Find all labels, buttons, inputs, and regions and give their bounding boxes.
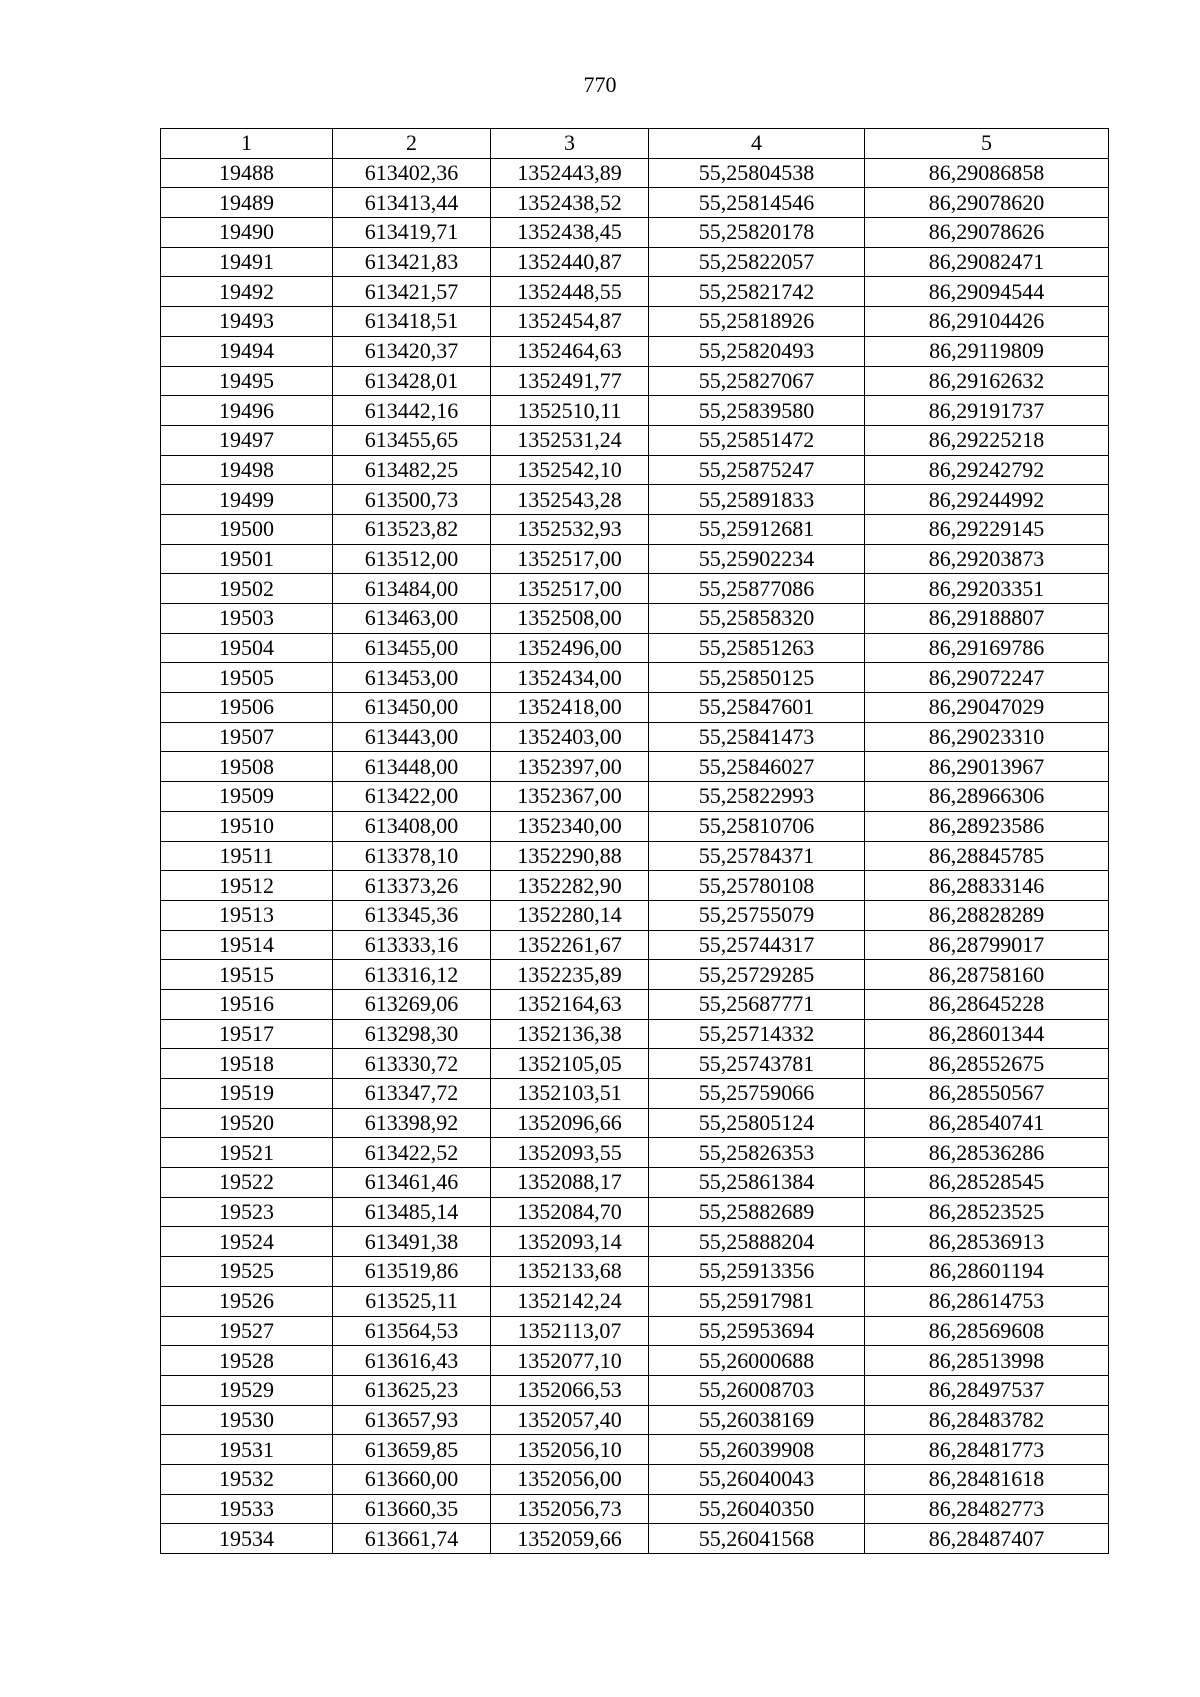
table-cell: 86,28523525 bbox=[865, 1197, 1109, 1227]
table-cell: 19523 bbox=[161, 1197, 333, 1227]
table-row bbox=[161, 158, 1109, 188]
table-cell: 55,25851472 bbox=[649, 425, 865, 455]
table-cell: 19513 bbox=[161, 900, 333, 930]
table-cell: 86,29225218 bbox=[865, 425, 1109, 455]
table-row bbox=[161, 900, 1109, 930]
table-cell: 19517 bbox=[161, 1019, 333, 1049]
table-cell: 613661,74 bbox=[333, 1524, 491, 1554]
table-cell: 19524 bbox=[161, 1227, 333, 1257]
table-cell: 86,29023310 bbox=[865, 722, 1109, 752]
table-cell: 19490 bbox=[161, 218, 333, 248]
table-cell: 86,29203873 bbox=[865, 544, 1109, 574]
table-row bbox=[161, 247, 1109, 277]
table-cell: 613443,00 bbox=[333, 722, 491, 752]
table-cell: 55,25818926 bbox=[649, 307, 865, 337]
table-cell: 55,25755079 bbox=[649, 900, 865, 930]
table-cell: 55,25784371 bbox=[649, 841, 865, 871]
table-cell: 19516 bbox=[161, 989, 333, 1019]
table-cell: 86,29013967 bbox=[865, 752, 1109, 782]
table-row bbox=[161, 277, 1109, 307]
table-row bbox=[161, 1286, 1109, 1316]
table-cell: 86,29094544 bbox=[865, 277, 1109, 307]
table-row bbox=[161, 930, 1109, 960]
table-cell: 1352443,89 bbox=[491, 158, 649, 188]
table-cell: 613523,82 bbox=[333, 514, 491, 544]
table-cell: 1352517,00 bbox=[491, 574, 649, 604]
table-cell: 613500,73 bbox=[333, 485, 491, 515]
table-cell: 86,29188807 bbox=[865, 604, 1109, 634]
table-cell: 613660,35 bbox=[333, 1494, 491, 1524]
table-cell: 613421,83 bbox=[333, 247, 491, 277]
table-row bbox=[161, 1405, 1109, 1435]
table-cell: 55,26039908 bbox=[649, 1435, 865, 1465]
table-row bbox=[161, 366, 1109, 396]
table-cell: 613491,38 bbox=[333, 1227, 491, 1257]
table-cell: 55,25850125 bbox=[649, 663, 865, 693]
table-row bbox=[161, 188, 1109, 218]
table-cell: 55,25821742 bbox=[649, 277, 865, 307]
table-cell: 613455,00 bbox=[333, 633, 491, 663]
table-cell: 19511 bbox=[161, 841, 333, 871]
table-row bbox=[161, 574, 1109, 604]
table-cell: 55,25846027 bbox=[649, 752, 865, 782]
table-cell: 1352282,90 bbox=[491, 871, 649, 901]
table-cell: 55,25822993 bbox=[649, 782, 865, 812]
table-cell: 613625,23 bbox=[333, 1375, 491, 1405]
table-cell: 55,25839580 bbox=[649, 396, 865, 426]
table-cell: 19506 bbox=[161, 693, 333, 723]
table-cell: 19501 bbox=[161, 544, 333, 574]
table-cell: 1352113,07 bbox=[491, 1316, 649, 1346]
table-row bbox=[161, 871, 1109, 901]
table-cell: 613659,85 bbox=[333, 1435, 491, 1465]
table-cell: 55,25743781 bbox=[649, 1049, 865, 1079]
table-cell: 86,28614753 bbox=[865, 1286, 1109, 1316]
table-cell: 86,28645228 bbox=[865, 989, 1109, 1019]
table-cell: 1352235,89 bbox=[491, 960, 649, 990]
table-cell: 1352438,45 bbox=[491, 218, 649, 248]
table-cell: 613347,72 bbox=[333, 1079, 491, 1109]
table-cell: 1352136,38 bbox=[491, 1019, 649, 1049]
table-cell: 86,29078626 bbox=[865, 218, 1109, 248]
table-cell: 19522 bbox=[161, 1168, 333, 1198]
coordinates-table bbox=[160, 128, 1109, 1554]
table-cell: 613564,53 bbox=[333, 1316, 491, 1346]
table-cell: 55,25858320 bbox=[649, 604, 865, 634]
table-cell: 613450,00 bbox=[333, 693, 491, 723]
table-row bbox=[161, 722, 1109, 752]
table-row bbox=[161, 1524, 1109, 1554]
table-cell: 19505 bbox=[161, 663, 333, 693]
table-cell: 19494 bbox=[161, 336, 333, 366]
table-cell: 19497 bbox=[161, 425, 333, 455]
table-cell: 1352510,11 bbox=[491, 396, 649, 426]
table-cell: 55,26038169 bbox=[649, 1405, 865, 1435]
table-cell: 1352438,52 bbox=[491, 188, 649, 218]
table-cell: 613421,57 bbox=[333, 277, 491, 307]
table-cell: 613408,00 bbox=[333, 811, 491, 841]
table-cell: 55,25827067 bbox=[649, 366, 865, 396]
page-number: 770 bbox=[583, 72, 617, 97]
table-cell: 1352403,00 bbox=[491, 722, 649, 752]
table-cell: 19503 bbox=[161, 604, 333, 634]
table-cell: 19512 bbox=[161, 871, 333, 901]
table-cell: 613330,72 bbox=[333, 1049, 491, 1079]
table-cell: 55,25810706 bbox=[649, 811, 865, 841]
table-cell: 55,25841473 bbox=[649, 722, 865, 752]
table-cell: 55,25891833 bbox=[649, 485, 865, 515]
table-row bbox=[161, 544, 1109, 574]
table-row bbox=[161, 604, 1109, 634]
column-header: 3 bbox=[491, 129, 649, 159]
column-header: 5 bbox=[865, 129, 1109, 159]
table-cell: 613298,30 bbox=[333, 1019, 491, 1049]
table-row bbox=[161, 1108, 1109, 1138]
table-cell: 19498 bbox=[161, 455, 333, 485]
table-cell: 1352164,63 bbox=[491, 989, 649, 1019]
table-row bbox=[161, 989, 1109, 1019]
table-cell: 55,26000688 bbox=[649, 1346, 865, 1376]
table-cell: 613373,26 bbox=[333, 871, 491, 901]
table-cell: 86,29203351 bbox=[865, 574, 1109, 604]
table-cell: 55,25804538 bbox=[649, 158, 865, 188]
table-cell: 613484,00 bbox=[333, 574, 491, 604]
table-cell: 55,25877086 bbox=[649, 574, 865, 604]
table-cell: 55,25912681 bbox=[649, 514, 865, 544]
table-row bbox=[161, 1257, 1109, 1287]
table-cell: 19507 bbox=[161, 722, 333, 752]
table-cell: 86,28497537 bbox=[865, 1375, 1109, 1405]
table-cell: 19531 bbox=[161, 1435, 333, 1465]
table-cell: 86,28550567 bbox=[865, 1079, 1109, 1109]
table-row bbox=[161, 1168, 1109, 1198]
table-cell: 1352508,00 bbox=[491, 604, 649, 634]
table-cell: 1352056,00 bbox=[491, 1464, 649, 1494]
table-cell: 613420,37 bbox=[333, 336, 491, 366]
table-body bbox=[161, 158, 1109, 1553]
table-cell: 1352531,24 bbox=[491, 425, 649, 455]
table-cell: 19534 bbox=[161, 1524, 333, 1554]
table-cell: 86,28601194 bbox=[865, 1257, 1109, 1287]
table-cell: 1352440,87 bbox=[491, 247, 649, 277]
table-cell: 1352084,70 bbox=[491, 1197, 649, 1227]
table-cell: 1352056,73 bbox=[491, 1494, 649, 1524]
table-cell: 55,25882689 bbox=[649, 1197, 865, 1227]
table-cell: 1352093,14 bbox=[491, 1227, 649, 1257]
table-row bbox=[161, 1464, 1109, 1494]
table-cell: 613660,00 bbox=[333, 1464, 491, 1494]
table-cell: 19509 bbox=[161, 782, 333, 812]
table-cell: 55,26008703 bbox=[649, 1375, 865, 1405]
table-row bbox=[161, 1435, 1109, 1465]
table-cell: 19533 bbox=[161, 1494, 333, 1524]
table-cell: 1352532,93 bbox=[491, 514, 649, 544]
table-cell: 19500 bbox=[161, 514, 333, 544]
table-row bbox=[161, 396, 1109, 426]
table-cell: 55,25913356 bbox=[649, 1257, 865, 1287]
table-cell: 55,25780108 bbox=[649, 871, 865, 901]
table-cell: 86,29072247 bbox=[865, 663, 1109, 693]
table-cell: 19495 bbox=[161, 366, 333, 396]
table-cell: 1352059,66 bbox=[491, 1524, 649, 1554]
table-cell: 86,28833146 bbox=[865, 871, 1109, 901]
table-cell: 86,28536913 bbox=[865, 1227, 1109, 1257]
table-cell: 613448,00 bbox=[333, 752, 491, 782]
table-cell: 19510 bbox=[161, 811, 333, 841]
table-cell: 613422,52 bbox=[333, 1138, 491, 1168]
table-cell: 55,26040350 bbox=[649, 1494, 865, 1524]
table-row bbox=[161, 1346, 1109, 1376]
table-cell: 55,25888204 bbox=[649, 1227, 865, 1257]
table-cell: 613442,16 bbox=[333, 396, 491, 426]
table-cell: 1352418,00 bbox=[491, 693, 649, 723]
table-row bbox=[161, 455, 1109, 485]
table-cell: 19518 bbox=[161, 1049, 333, 1079]
table-cell: 613422,00 bbox=[333, 782, 491, 812]
table-cell: 86,28966306 bbox=[865, 782, 1109, 812]
table-cell: 55,25820178 bbox=[649, 218, 865, 248]
table-cell: 1352088,17 bbox=[491, 1168, 649, 1198]
table-cell: 19520 bbox=[161, 1108, 333, 1138]
column-header: 4 bbox=[649, 129, 865, 159]
table-cell: 86,29082471 bbox=[865, 247, 1109, 277]
table-cell: 86,28799017 bbox=[865, 930, 1109, 960]
table-cell: 86,28481618 bbox=[865, 1464, 1109, 1494]
table-cell: 613428,01 bbox=[333, 366, 491, 396]
table-cell: 1352066,53 bbox=[491, 1375, 649, 1405]
table-cell: 86,28513998 bbox=[865, 1346, 1109, 1376]
table-cell: 613455,65 bbox=[333, 425, 491, 455]
table-cell: 86,29104426 bbox=[865, 307, 1109, 337]
table-cell: 19504 bbox=[161, 633, 333, 663]
table-cell: 613616,43 bbox=[333, 1346, 491, 1376]
table-cell: 86,28482773 bbox=[865, 1494, 1109, 1524]
table-cell: 55,25759066 bbox=[649, 1079, 865, 1109]
table-cell: 1352105,05 bbox=[491, 1049, 649, 1079]
table-row bbox=[161, 1049, 1109, 1079]
table-cell: 86,29229145 bbox=[865, 514, 1109, 544]
table-row bbox=[161, 1316, 1109, 1346]
table-cell: 19532 bbox=[161, 1464, 333, 1494]
table-cell: 86,29242792 bbox=[865, 455, 1109, 485]
table-cell: 613378,10 bbox=[333, 841, 491, 871]
table-cell: 1352496,00 bbox=[491, 633, 649, 663]
table-row bbox=[161, 841, 1109, 871]
table-cell: 19526 bbox=[161, 1286, 333, 1316]
table-cell: 613512,00 bbox=[333, 544, 491, 574]
table-cell: 1352056,10 bbox=[491, 1435, 649, 1465]
table-row bbox=[161, 1375, 1109, 1405]
table-cell: 55,25687771 bbox=[649, 989, 865, 1019]
table-cell: 55,25851263 bbox=[649, 633, 865, 663]
table-cell: 55,25814546 bbox=[649, 188, 865, 218]
table-cell: 55,25820493 bbox=[649, 336, 865, 366]
table-cell: 1352261,67 bbox=[491, 930, 649, 960]
table-cell: 1352448,55 bbox=[491, 277, 649, 307]
table-cell: 19489 bbox=[161, 188, 333, 218]
table-cell: 1352103,51 bbox=[491, 1079, 649, 1109]
table-row bbox=[161, 960, 1109, 990]
table-row bbox=[161, 1079, 1109, 1109]
table-cell: 55,25826353 bbox=[649, 1138, 865, 1168]
table-cell: 86,28828289 bbox=[865, 900, 1109, 930]
table-cell: 86,29078620 bbox=[865, 188, 1109, 218]
table-cell: 19528 bbox=[161, 1346, 333, 1376]
table-row bbox=[161, 782, 1109, 812]
table-row bbox=[161, 485, 1109, 515]
table-row bbox=[161, 514, 1109, 544]
table-cell: 86,28481773 bbox=[865, 1435, 1109, 1465]
table-cell: 19496 bbox=[161, 396, 333, 426]
table-cell: 55,25714332 bbox=[649, 1019, 865, 1049]
table-cell: 613402,36 bbox=[333, 158, 491, 188]
table-cell: 19488 bbox=[161, 158, 333, 188]
table-row bbox=[161, 307, 1109, 337]
table-cell: 1352096,66 bbox=[491, 1108, 649, 1138]
table-cell: 19514 bbox=[161, 930, 333, 960]
table-cell: 1352517,00 bbox=[491, 544, 649, 574]
table-cell: 613316,12 bbox=[333, 960, 491, 990]
table-cell: 19530 bbox=[161, 1405, 333, 1435]
table-cell: 19502 bbox=[161, 574, 333, 604]
table-cell: 1352543,28 bbox=[491, 485, 649, 515]
table-row bbox=[161, 693, 1109, 723]
table-row bbox=[161, 811, 1109, 841]
table-cell: 613482,25 bbox=[333, 455, 491, 485]
table-cell: 19527 bbox=[161, 1316, 333, 1346]
table-cell: 86,29191737 bbox=[865, 396, 1109, 426]
table-cell: 86,28758160 bbox=[865, 960, 1109, 990]
table-cell: 55,25875247 bbox=[649, 455, 865, 485]
table-cell: 86,29162632 bbox=[865, 366, 1109, 396]
table-cell: 613413,44 bbox=[333, 188, 491, 218]
table-cell: 1352434,00 bbox=[491, 663, 649, 693]
table-cell: 613398,92 bbox=[333, 1108, 491, 1138]
table-cell: 55,26041568 bbox=[649, 1524, 865, 1554]
table-row bbox=[161, 1197, 1109, 1227]
table-cell: 19491 bbox=[161, 247, 333, 277]
table-header-row bbox=[161, 129, 1109, 159]
table-cell: 613519,86 bbox=[333, 1257, 491, 1287]
column-header: 2 bbox=[333, 129, 491, 159]
table-cell: 86,28923586 bbox=[865, 811, 1109, 841]
table-cell: 1352340,00 bbox=[491, 811, 649, 841]
table-cell: 86,28528545 bbox=[865, 1168, 1109, 1198]
table-cell: 1352093,55 bbox=[491, 1138, 649, 1168]
table-cell: 86,28569608 bbox=[865, 1316, 1109, 1346]
table-cell: 19521 bbox=[161, 1138, 333, 1168]
table-cell: 19525 bbox=[161, 1257, 333, 1287]
table-cell: 1352133,68 bbox=[491, 1257, 649, 1287]
column-header: 1 bbox=[161, 129, 333, 159]
table-cell: 613345,36 bbox=[333, 900, 491, 930]
table-row bbox=[161, 218, 1109, 248]
table-cell: 86,28845785 bbox=[865, 841, 1109, 871]
table-cell: 86,28601344 bbox=[865, 1019, 1109, 1049]
table-cell: 613418,51 bbox=[333, 307, 491, 337]
table-cell: 55,25822057 bbox=[649, 247, 865, 277]
table-row bbox=[161, 336, 1109, 366]
table-row bbox=[161, 425, 1109, 455]
table-cell: 613525,11 bbox=[333, 1286, 491, 1316]
table-cell: 55,25744317 bbox=[649, 930, 865, 960]
table-cell: 613269,06 bbox=[333, 989, 491, 1019]
table-cell: 1352491,77 bbox=[491, 366, 649, 396]
table-cell: 1352057,40 bbox=[491, 1405, 649, 1435]
table-cell: 613419,71 bbox=[333, 218, 491, 248]
table-cell: 613657,93 bbox=[333, 1405, 491, 1435]
table-cell: 613461,46 bbox=[333, 1168, 491, 1198]
table-row bbox=[161, 1494, 1109, 1524]
table-cell: 19499 bbox=[161, 485, 333, 515]
table-cell: 1352142,24 bbox=[491, 1286, 649, 1316]
table-cell: 1352397,00 bbox=[491, 752, 649, 782]
table-cell: 1352280,14 bbox=[491, 900, 649, 930]
table-cell: 19493 bbox=[161, 307, 333, 337]
table-cell: 86,29047029 bbox=[865, 693, 1109, 723]
table-cell: 1352367,00 bbox=[491, 782, 649, 812]
table-cell: 613453,00 bbox=[333, 663, 491, 693]
table-cell: 86,29086858 bbox=[865, 158, 1109, 188]
table-cell: 613485,14 bbox=[333, 1197, 491, 1227]
table-cell: 86,28483782 bbox=[865, 1405, 1109, 1435]
table-cell: 55,25805124 bbox=[649, 1108, 865, 1138]
table-cell: 55,25729285 bbox=[649, 960, 865, 990]
table-cell: 613463,00 bbox=[333, 604, 491, 634]
table-cell: 19492 bbox=[161, 277, 333, 307]
table-cell: 1352454,87 bbox=[491, 307, 649, 337]
table-cell: 55,25861384 bbox=[649, 1168, 865, 1198]
table-cell: 55,26040043 bbox=[649, 1464, 865, 1494]
table-cell: 19508 bbox=[161, 752, 333, 782]
table-cell: 19515 bbox=[161, 960, 333, 990]
table-cell: 19519 bbox=[161, 1079, 333, 1109]
table-cell: 1352077,10 bbox=[491, 1346, 649, 1376]
table-row bbox=[161, 663, 1109, 693]
table-cell: 1352464,63 bbox=[491, 336, 649, 366]
table-cell: 86,28536286 bbox=[865, 1138, 1109, 1168]
table-cell: 19529 bbox=[161, 1375, 333, 1405]
table-row bbox=[161, 1019, 1109, 1049]
table-cell: 1352542,10 bbox=[491, 455, 649, 485]
table-cell: 55,25847601 bbox=[649, 693, 865, 723]
table-cell: 86,28487407 bbox=[865, 1524, 1109, 1554]
table-cell: 86,29169786 bbox=[865, 633, 1109, 663]
table-cell: 1352290,88 bbox=[491, 841, 649, 871]
table-cell: 86,28540741 bbox=[865, 1108, 1109, 1138]
table-cell: 55,25953694 bbox=[649, 1316, 865, 1346]
table-cell: 613333,16 bbox=[333, 930, 491, 960]
table-row bbox=[161, 633, 1109, 663]
table-cell: 86,29244992 bbox=[865, 485, 1109, 515]
table-cell: 55,25902234 bbox=[649, 544, 865, 574]
table-cell: 55,25917981 bbox=[649, 1286, 865, 1316]
table-cell: 86,29119809 bbox=[865, 336, 1109, 366]
table-row bbox=[161, 752, 1109, 782]
table-cell: 86,28552675 bbox=[865, 1049, 1109, 1079]
table-row bbox=[161, 1227, 1109, 1257]
table-row bbox=[161, 1138, 1109, 1168]
